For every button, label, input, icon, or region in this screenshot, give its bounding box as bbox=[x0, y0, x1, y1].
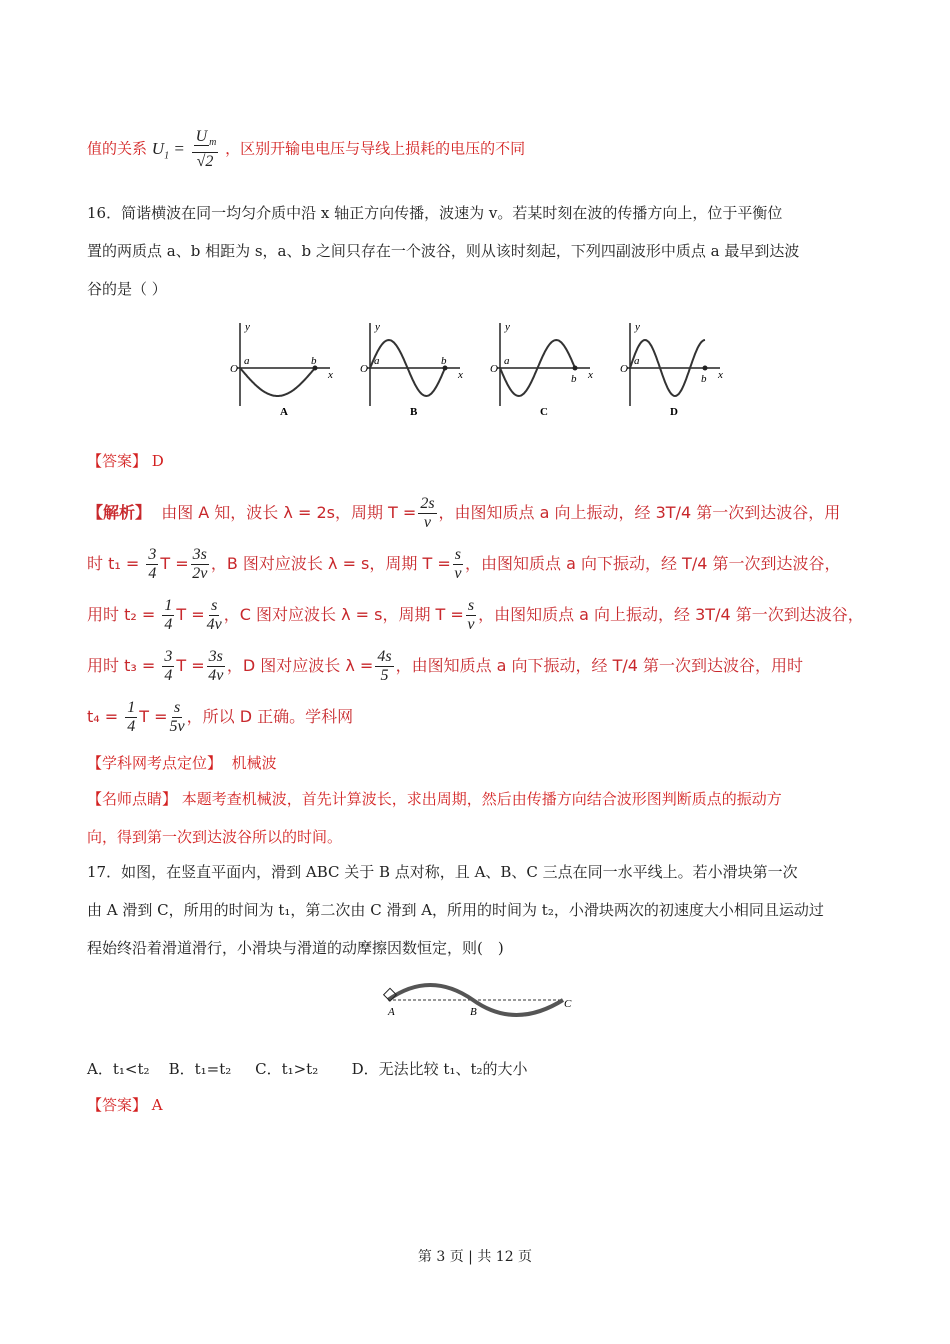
d: 4v bbox=[206, 616, 222, 633]
option-d: D．无法比较 t₁、t₂的大小 bbox=[351, 1060, 528, 1078]
fraction bbox=[146, 546, 158, 583]
label-b: B bbox=[470, 1006, 477, 1018]
t: 用时 t₃ = bbox=[87, 656, 161, 675]
option-c: C．t₁>t₂ bbox=[255, 1060, 319, 1078]
num: U bbox=[195, 128, 208, 145]
d: 4 bbox=[127, 718, 136, 735]
label-c: C bbox=[564, 998, 572, 1010]
n: 3 bbox=[148, 546, 157, 563]
x-label: x bbox=[328, 369, 333, 381]
fraction bbox=[466, 597, 476, 634]
analysis-line bbox=[87, 699, 353, 736]
y-label: y bbox=[245, 321, 250, 333]
fraction bbox=[170, 699, 185, 736]
d: 4 bbox=[164, 667, 173, 684]
wave-figures bbox=[215, 318, 735, 423]
label-a: a bbox=[634, 355, 640, 367]
wave-figure-D bbox=[620, 321, 723, 418]
sub: 1 bbox=[164, 149, 170, 161]
x-label: x bbox=[718, 369, 723, 381]
options bbox=[87, 1059, 528, 1079]
d: 4 bbox=[164, 616, 173, 633]
fraction bbox=[125, 699, 137, 736]
fraction bbox=[207, 597, 222, 634]
q17-line: 17．如图，在竖直平面内，滑到 ABC 关于 B 点对称，且 A、B、C 三点在同一水平线上。若小滑块第一次 bbox=[87, 863, 798, 881]
t: ，D 图对应波长 λ = bbox=[226, 656, 374, 675]
knowledge-point bbox=[87, 753, 277, 773]
n: 1 bbox=[164, 597, 173, 614]
figure-label: B bbox=[410, 406, 418, 418]
t: 时 t₁ = bbox=[87, 554, 145, 573]
n: s bbox=[173, 699, 181, 716]
top-line: 值的关系 $U_1$ = $\frac{U _m}{√2}$ ，区别开输电电压与导线上损耗的电压的不同 bbox=[87, 128, 526, 171]
fraction bbox=[375, 648, 393, 685]
t: T = bbox=[139, 707, 168, 726]
t: ，由图知质点 a 向上振动，经 3T/4 第一次到达波谷， bbox=[478, 605, 864, 624]
d: 5 bbox=[380, 667, 389, 684]
point-b bbox=[573, 366, 578, 371]
q16-line: 16．简谐横波在同一均匀介质中沿 x 轴正方向传播，波速为 v。若某时刻在波的传播方向上，位于平衡位 bbox=[87, 204, 783, 222]
label-a: a bbox=[374, 355, 380, 367]
var-u: U bbox=[151, 138, 165, 158]
label-a: a bbox=[244, 355, 250, 367]
q16-line: 置的两质点 a、b 相距为 s，a、b 之间只存在一个波谷，则从该时刻起，下列四副波形中质点 a 最早到达波 bbox=[87, 242, 800, 260]
fraction bbox=[191, 546, 209, 583]
wave-curve bbox=[240, 368, 315, 396]
t: ，由图知质点 a 向上振动，经 3T/4 第一次到达波谷，用 bbox=[438, 503, 841, 522]
tip-line: 向，得到第一次到达波谷所以的时间。 bbox=[87, 828, 343, 846]
figure-label: A bbox=[280, 406, 288, 418]
fraction bbox=[162, 648, 174, 685]
d: 2v bbox=[192, 565, 208, 582]
q16-line: 谷的是（ ） bbox=[87, 280, 167, 298]
t: ，C 图对应波长 λ = s，周期 T = bbox=[223, 605, 464, 624]
y-label: y bbox=[375, 321, 380, 333]
x-label: x bbox=[458, 369, 463, 381]
tag: 【解析】 bbox=[87, 503, 152, 522]
t: ，B 图对应波长 λ = s，周期 T = bbox=[210, 554, 451, 573]
y-label: y bbox=[505, 321, 510, 333]
d: v bbox=[467, 616, 475, 633]
text: 值的关系 bbox=[87, 139, 148, 158]
n: s bbox=[467, 597, 475, 614]
d: v bbox=[454, 565, 462, 582]
t: ，由图知质点 a 向下振动，经 T/4 第一次到达波谷， bbox=[464, 554, 841, 573]
t: ，由图知质点 a 向下振动，经 T/4 第一次到达波谷，用时 bbox=[395, 656, 804, 675]
label-b: b bbox=[701, 373, 707, 385]
text: ，区别开输电电压与导线上损耗的电压的不同 bbox=[225, 139, 526, 158]
origin-label: O bbox=[230, 363, 238, 375]
analysis-line bbox=[87, 648, 803, 685]
origin-label: O bbox=[360, 363, 368, 375]
sub: m bbox=[209, 137, 217, 149]
n: s bbox=[454, 546, 461, 563]
q17-line: 由 A 滑到 C，所用的时间为 t₁，第二次由 C 滑到 A，所用的时间为 t₂，小滑块两次的初速度大小相同且运动过 bbox=[87, 901, 824, 919]
n: s bbox=[211, 597, 218, 614]
fraction bbox=[453, 546, 463, 583]
fraction bbox=[207, 648, 225, 685]
fraction bbox=[418, 495, 436, 532]
t: 机械波 bbox=[231, 754, 277, 772]
t: T = bbox=[160, 554, 189, 573]
option-b: B．t₁=t₂ bbox=[168, 1060, 232, 1078]
label-b: b bbox=[311, 355, 317, 367]
fraction bbox=[192, 128, 219, 171]
q17-line: 程始终沿着滑道滑行，小滑块与滑道的动摩擦因数恒定，则( ) bbox=[87, 939, 504, 957]
option-a: A．t₁<t₂ bbox=[87, 1060, 150, 1078]
n: 3 bbox=[164, 648, 173, 665]
label-a: a bbox=[504, 355, 510, 367]
t: 用时 t₂ = bbox=[87, 605, 161, 624]
slide-track-figure bbox=[378, 975, 578, 1035]
origin-label: O bbox=[490, 363, 498, 375]
analysis-line bbox=[87, 597, 864, 634]
den: √2 bbox=[196, 153, 214, 171]
t: 本题考查机械波，首先计算波长，求出周期，然后由传播方向结合波形图判断质点的振动方 bbox=[181, 790, 782, 808]
origin-label: O bbox=[620, 363, 628, 375]
analysis-line bbox=[87, 546, 840, 583]
analysis-line bbox=[87, 495, 840, 532]
figure-label: C bbox=[540, 406, 548, 418]
d: v bbox=[423, 514, 431, 531]
t: T = bbox=[176, 656, 205, 675]
tag: 【学科网考点定位】 bbox=[87, 754, 223, 772]
n: 4s bbox=[377, 648, 392, 665]
n: 1 bbox=[127, 699, 136, 716]
label-b: b bbox=[441, 355, 447, 367]
n: 2s bbox=[420, 495, 435, 512]
t: t₄ = bbox=[87, 707, 124, 726]
t: ，所以 D 正确。学科网 bbox=[186, 707, 354, 726]
tip bbox=[87, 789, 782, 809]
answer-17: 【答案】 A bbox=[87, 1096, 163, 1114]
figure-label: D bbox=[670, 406, 678, 418]
tag: 【名师点睛】 bbox=[87, 790, 178, 808]
d: 4 bbox=[148, 565, 157, 582]
wave-figure-A bbox=[230, 321, 333, 418]
x-label: x bbox=[588, 369, 593, 381]
fraction bbox=[162, 597, 174, 634]
d: 5v bbox=[169, 718, 185, 735]
d: 4v bbox=[208, 667, 224, 684]
t: T = bbox=[176, 605, 205, 624]
n: 3s bbox=[208, 648, 223, 665]
answer-16: 【答案】 D bbox=[87, 452, 164, 470]
label-b: b bbox=[571, 373, 577, 385]
wave-figure-B bbox=[360, 321, 463, 418]
y-label: y bbox=[635, 321, 640, 333]
n: 3s bbox=[192, 546, 207, 563]
page-footer: 第 3 页 | 共 12 页 bbox=[417, 1249, 533, 1265]
label-a: A bbox=[388, 1006, 395, 1018]
wave-figure-C bbox=[490, 321, 593, 418]
t: 由图 A 知，波长 λ = 2s，周期 T = bbox=[161, 503, 417, 522]
point-b bbox=[703, 366, 708, 371]
